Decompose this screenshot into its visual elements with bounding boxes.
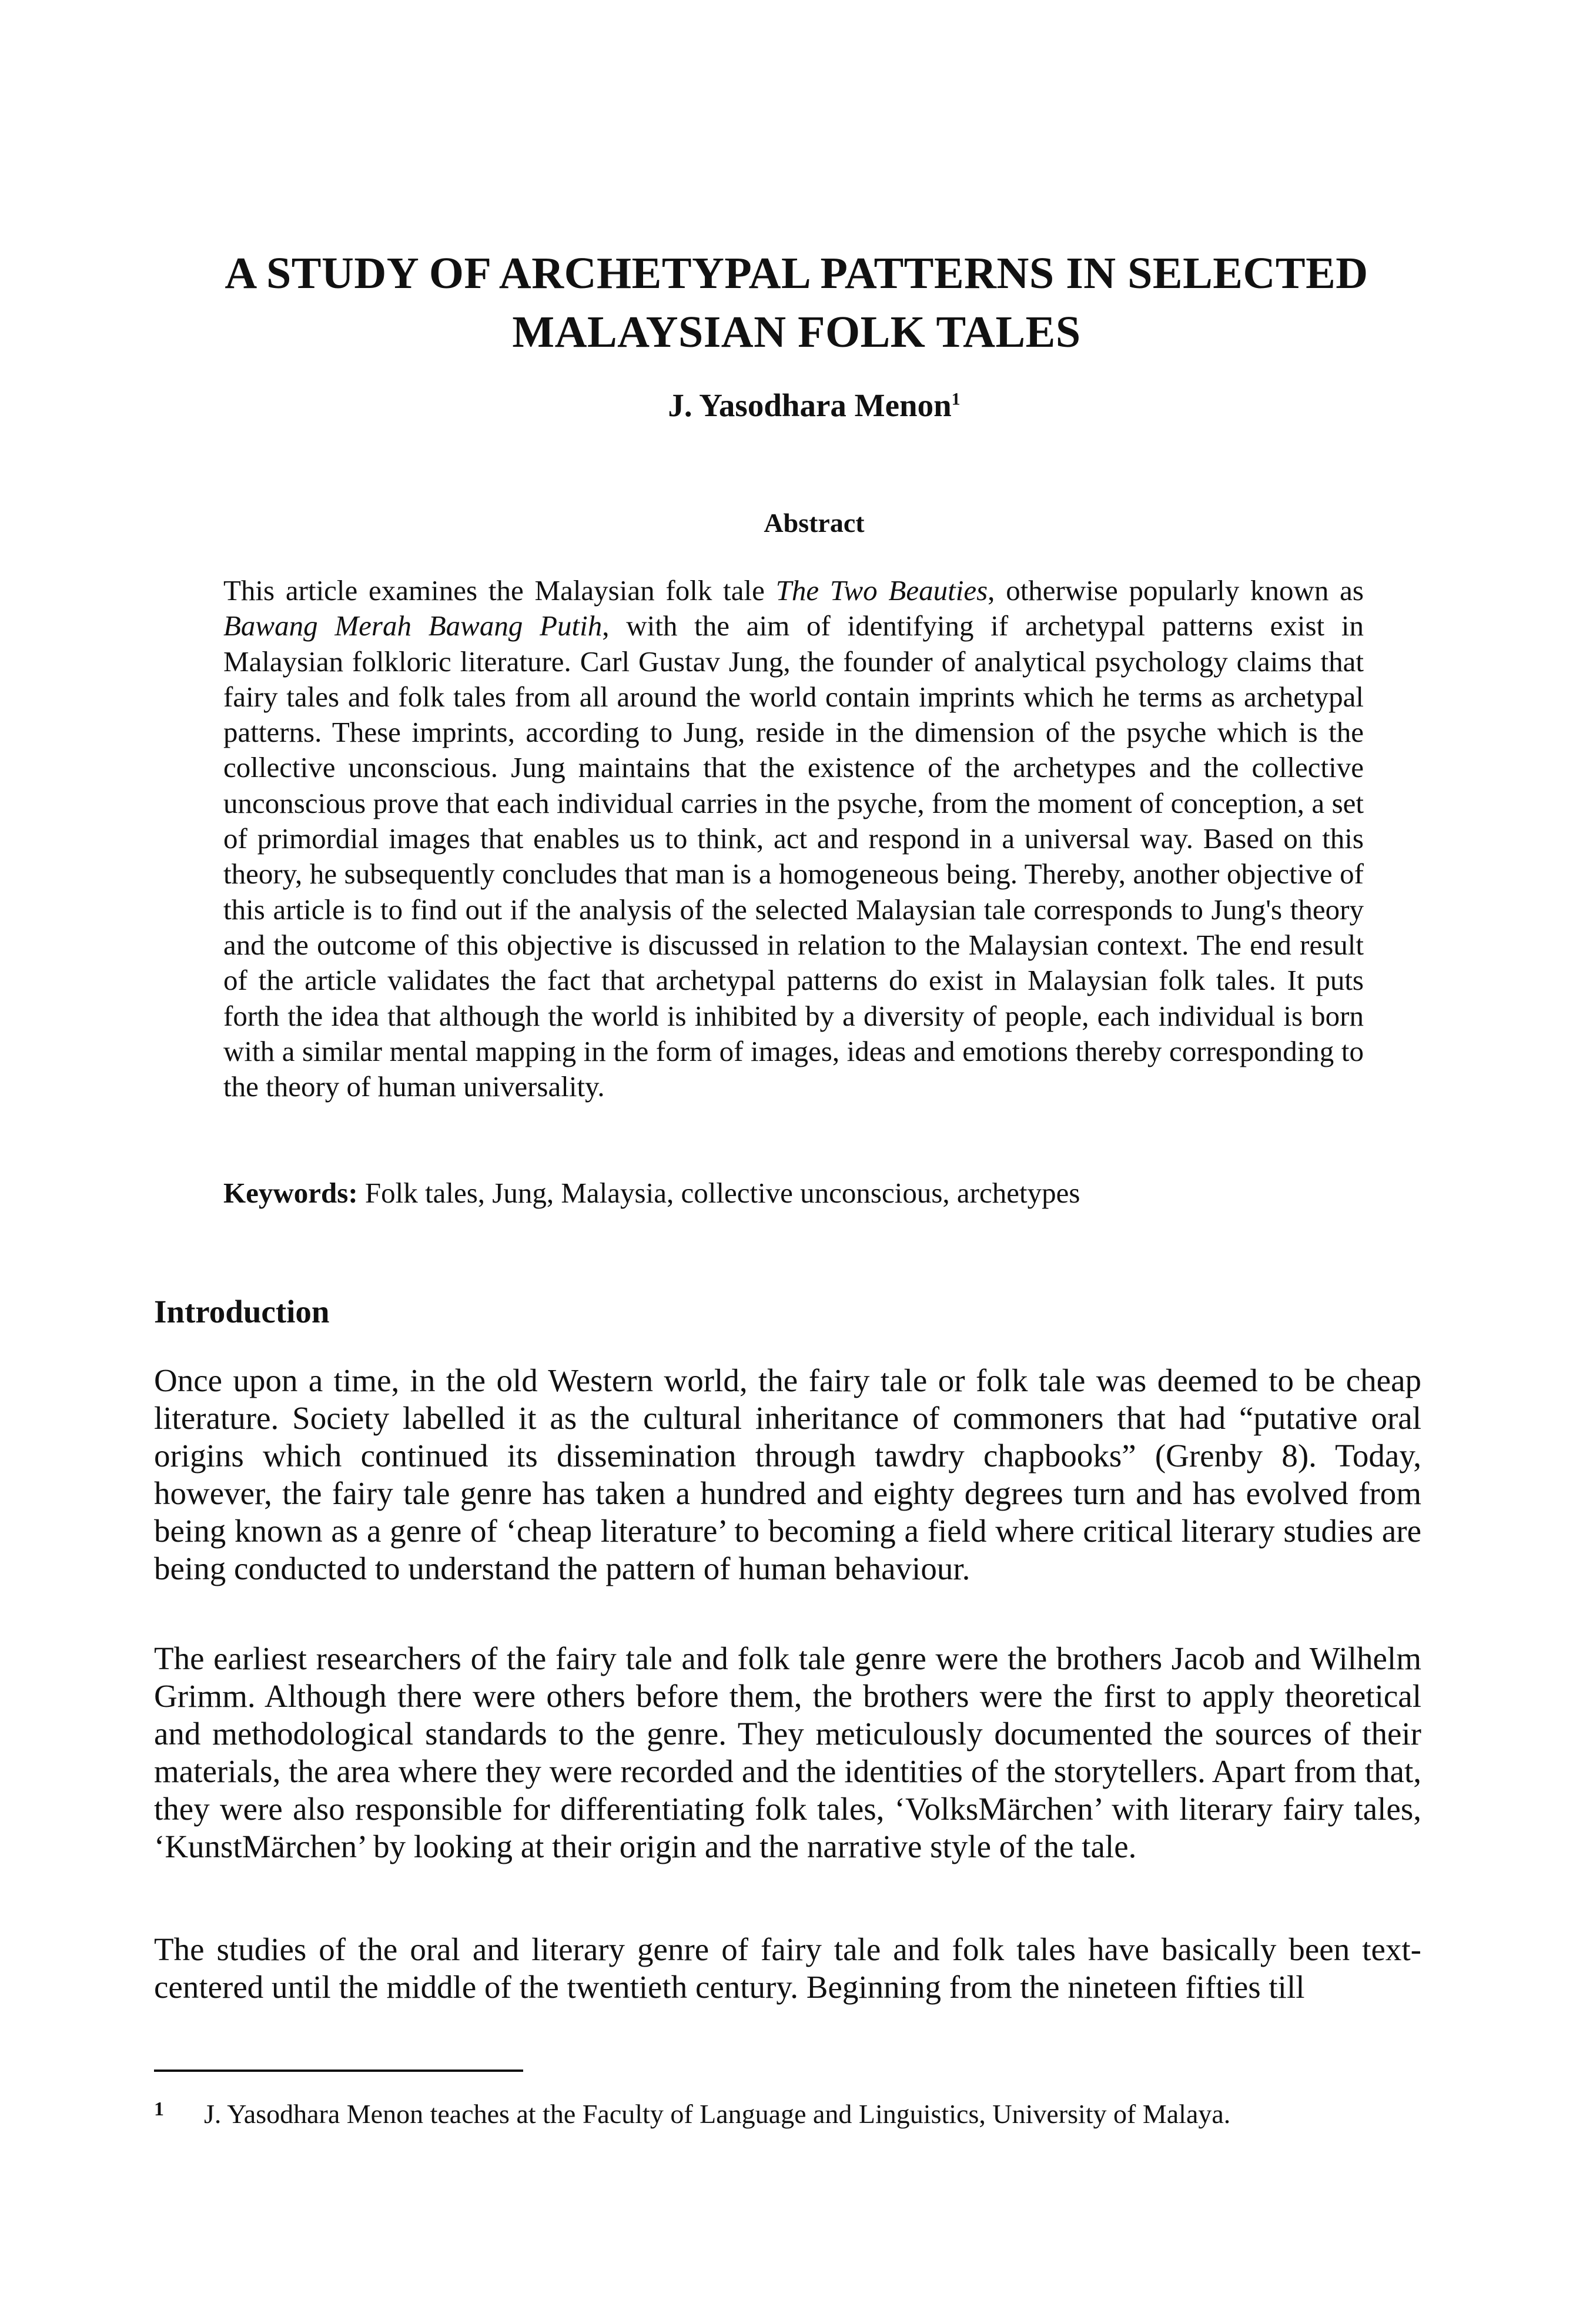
footnote bbox=[154, 2097, 1421, 2132]
keywords-line bbox=[223, 1176, 1364, 1211]
abstract-heading: Abstract bbox=[764, 508, 865, 538]
article-title bbox=[176, 244, 1417, 361]
author-footnote-mark: 1 bbox=[951, 389, 961, 409]
article-title-line-1: A STUDY OF ARCHETYPAL PATTERNS IN SELECTED bbox=[225, 249, 1368, 298]
author-name: J. Yasodhara Menon bbox=[668, 387, 952, 423]
body-paragraph-2: The earliest researchers of the fairy tale and folk tale genre were the brothers Jacob and Wilhelm Grimm. Although there were others before them, the brothers were the first to apply theoretical and methodological standards to the genre. They meticulously documented the sources of their materials, the area where they were recorded and the identities of the storytellers. Apart from that, they were also responsible for differentiating folk tales, ‘VolksMärchen’ with literary fairy tales, ‘KunstMärchen’ by looking at their origin and the narrative style of the tale. bbox=[154, 1640, 1421, 1864]
abstract-text-pre: This article examines the Malaysian folk tale bbox=[223, 574, 776, 607]
footnote-divider bbox=[154, 2070, 523, 2072]
abstract-text-mid: , otherwise popularly known as bbox=[988, 574, 1364, 607]
footnote-number: 1 bbox=[154, 2098, 164, 2120]
introduction-heading: Introduction bbox=[154, 1294, 330, 1330]
article-title-line-2: MALAYSIAN FOLK TALES bbox=[512, 307, 1081, 357]
body-paragraph-1: Once upon a time, in the old Western world, the fairy tale or folk tale was deemed to be cheap literature. Society labelled it as the cultural inheritance of commoners that had “putative oral origins which continued its dissemination through tawdry chapbooks” (Grenby 8). Today, however, the fairy tale genre has taken a hundred and eighty degrees turn and has evolved from being known as a genre of ‘cheap literature’ to becoming a field where critical literary studies are being conducted to understand the pattern of human behaviour. bbox=[154, 1362, 1421, 1586]
author-line bbox=[176, 385, 1417, 426]
keywords-label: Keywords: bbox=[223, 1177, 358, 1209]
body-paragraph-3: The studies of the oral and literary genre of fairy tale and folk tales have basically been text-centered until the middle of the twentieth century. Beginning from the nineteen fifties till bbox=[154, 1931, 1421, 2005]
keywords-text: Folk tales, Jung, Malaysia, collective unconscious, archetypes bbox=[357, 1177, 1080, 1209]
abstract-alt-title-italic: Bawang Merah Bawang Putih bbox=[223, 610, 603, 642]
abstract-text-rest: , with the aim of identifying if archetypal patterns exist in Malaysian folkloric literature. Carl Gustav Jung, the founder of analytical psychology claims that fairy tales and folk tales from all around the world contain imprints which he terms as archetypal patterns. These imprints, according to Jung, reside in the dimension of the psyche which is the collective unconscious. Jung maintains that the existence of the archetypes and the collective unconscious prove that each individual carries in the psyche, from the moment of conception, a set of primordial images that enables us to think, act and respond in a universal way. Based on this theory, he subsequently concludes that man is a homogeneous being. Thereby, another objective of this article is to find out if the analysis of the selected Malaysian tale corresponds to Jung's theory and the outcome of this objective is discussed in relation to the Malaysian context. The end result of the article validates the fact that archetypal patterns do exist in Malaysian folk tales. It puts forth the idea that although the world is inhibited by a diversity of people, each individual is born with a similar mental mapping in the form of images, ideas and emotions thereby corresponding to the theory of human universality. bbox=[223, 610, 1364, 1103]
abstract-text bbox=[223, 573, 1364, 1104]
footnote-text: J. Yasodhara Menon teaches at the Faculty of Language and Linguistics, University of Malaya. bbox=[204, 2099, 1231, 2129]
abstract-title-italic: The Two Beauties bbox=[775, 574, 988, 607]
